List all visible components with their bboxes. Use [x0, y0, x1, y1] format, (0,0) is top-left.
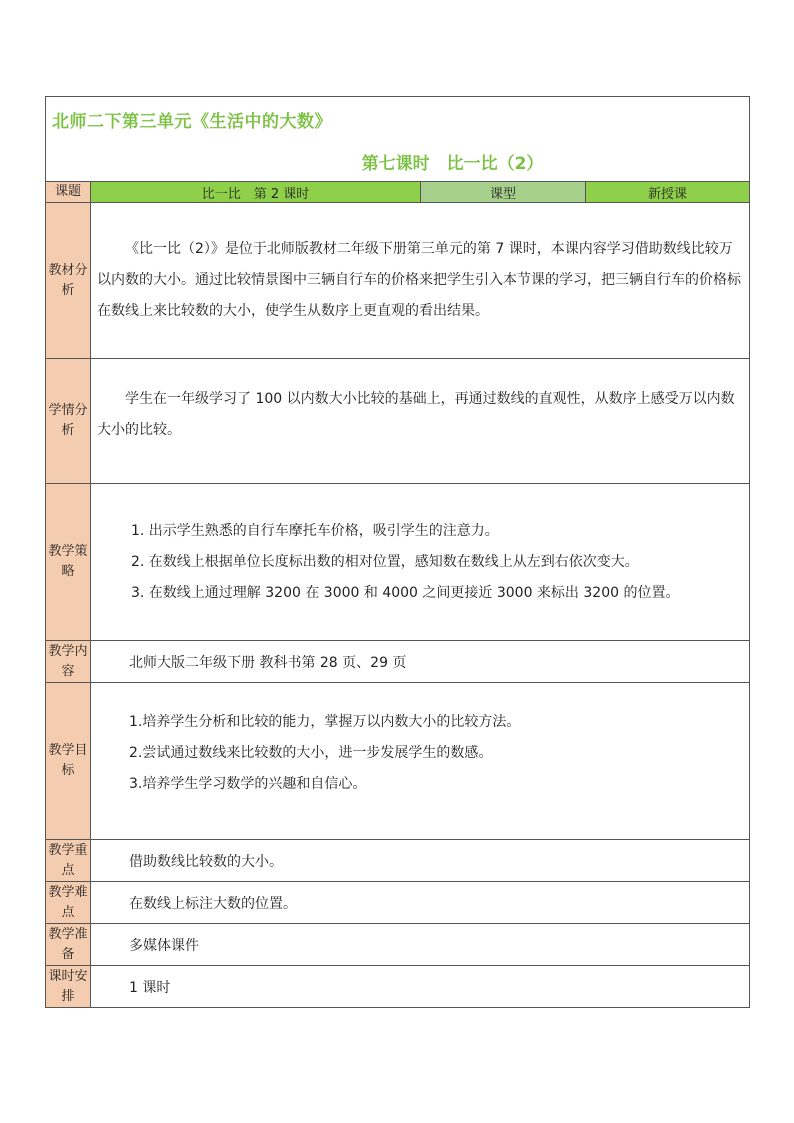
student-analysis-cell: [91, 359, 750, 484]
goals-row: [46, 683, 750, 840]
goal-item: 2.尝试通过数线来比较数的大小，进一步发展学生的数感。: [129, 744, 493, 761]
goals-list: [97, 707, 743, 800]
title-block: [46, 97, 750, 182]
student-analysis-text: 学生在一年级学习了 100 以内数大小比较的基础上，再通过数线的直观性，从数序上感受万以内数大小的比较。: [97, 391, 735, 438]
strategy-row: [46, 484, 750, 641]
strategy-cell: [91, 484, 750, 641]
lesson-plan-table: [45, 96, 750, 1008]
type-value: 新授课: [586, 182, 750, 203]
goal-item: 1.培养学生分析和比较的能力，掌握万以内数大小的比较方法。: [129, 713, 521, 730]
goals-cell: [91, 683, 750, 840]
goals-label: 教学目标: [46, 683, 91, 840]
difficulty-text: 在数线上标注大数的位置。: [91, 882, 750, 924]
lesson-plan-sheet: [45, 96, 749, 1008]
info-row: [46, 182, 750, 203]
key-point-text: 借助数线比较数的大小。: [91, 840, 750, 882]
key-point-label: 教学重点: [46, 840, 91, 882]
textbook-analysis-cell: [91, 203, 750, 359]
preparation-label: 教学准备: [46, 924, 91, 966]
type-label: 课型: [421, 182, 586, 203]
content-label: 教学内容: [46, 641, 91, 683]
lesson-title: 第七课时 比一比（2）: [361, 154, 544, 174]
key-point-row: [46, 840, 750, 882]
preparation-row: [46, 924, 750, 966]
strategy-item: 2. 在数线上根据单位长度标出数的相对位置，感知数在数线上从左到右依次变大。: [131, 553, 639, 570]
content-text: 北师大版二年级下册 教科书第 28 页、29 页: [91, 641, 750, 683]
strategy-item: 1. 出示学生熟悉的自行车摩托车价格，吸引学生的注意力。: [131, 522, 499, 539]
textbook-analysis-row: [46, 203, 750, 359]
schedule-row: [46, 966, 750, 1008]
topic-value: 比一比 第 2 课时: [91, 182, 421, 203]
content-row: [46, 641, 750, 683]
difficulty-row: [46, 882, 750, 924]
schedule-label: 课时安排: [46, 966, 91, 1008]
difficulty-label: 教学难点: [46, 882, 91, 924]
textbook-analysis-label: 教材分析: [46, 203, 91, 359]
textbook-analysis-text: 《比一比（2）》是位于北师版教材二年级下册第三单元的第 7 课时，本课内容学习借助数线比较万以内数的大小。通过比较情景图中三辆自行车的价格来把学生引入本节课的学习，把三辆自行车的价格标在数线上来比较数的大小，使学生从数序上更直观的看出结果。: [97, 241, 741, 319]
unit-title: 北师二下第三单元《生活中的大数》: [52, 112, 332, 132]
preparation-text: 多媒体课件: [91, 924, 750, 966]
strategy-label: 教学策略: [46, 484, 91, 641]
topic-label: 课题: [46, 182, 91, 203]
student-analysis-label: 学情分析: [46, 359, 91, 484]
goal-item: 3.培养学生学习数学的兴趣和自信心。: [129, 775, 367, 792]
strategy-item: 3. 在数线上通过理解 3200 在 3000 和 4000 之间更接近 3000 来标出 3200 的位置。: [131, 584, 680, 601]
schedule-text: 1 课时: [91, 966, 750, 1008]
strategy-list: [97, 516, 743, 609]
student-analysis-row: [46, 359, 750, 484]
